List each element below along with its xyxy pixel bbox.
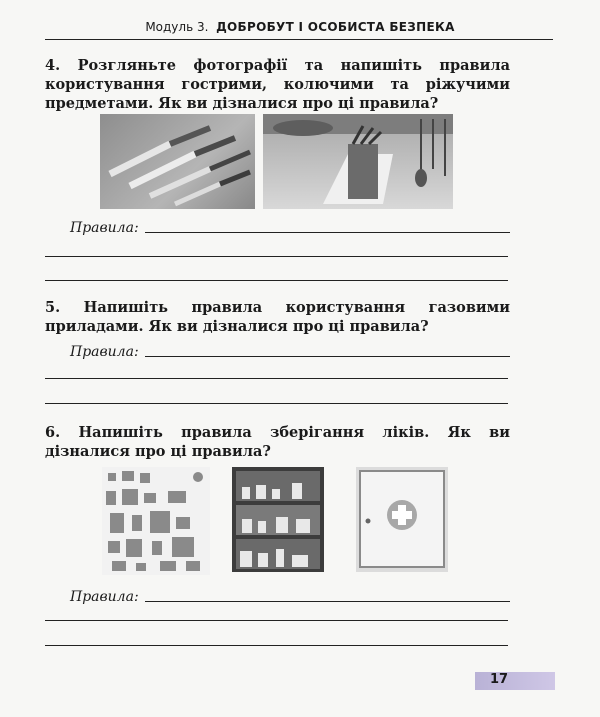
question-6	[45, 423, 510, 461]
medicine-shelves-photo	[232, 467, 324, 572]
module-title: ДОБРОБУТ І ОСОБИСТА БЕЗПЕКА	[216, 20, 455, 34]
module-label: Модуль 3.	[145, 20, 209, 34]
question-5-text: Напишіть правила користування газовими приладами. Як ви дізналися про ці правила?	[45, 299, 510, 335]
running-header	[0, 20, 600, 34]
answer-line[interactable]	[45, 378, 508, 379]
question-5-number: 5.	[45, 299, 61, 316]
question-4	[45, 56, 510, 113]
header-rule	[45, 39, 553, 40]
question-6-text: Напишіть правила зберігання ліків. Як ви дізналися про ці правила?	[45, 424, 510, 460]
answer-label-q4: Правила:	[70, 220, 139, 236]
page-number: 17	[490, 672, 509, 687]
answer-row-q4[interactable]	[70, 218, 510, 236]
page-number-tab	[475, 672, 555, 690]
medicines-photo	[102, 467, 210, 575]
answer-label-q5: Правила:	[70, 344, 139, 360]
answer-line[interactable]	[45, 620, 508, 621]
answer-line	[145, 356, 510, 357]
answer-row-q5[interactable]	[70, 342, 510, 360]
answer-label-q6: Правила:	[70, 589, 139, 605]
answer-line	[145, 601, 510, 602]
question-5	[45, 298, 510, 336]
answer-line[interactable]	[45, 280, 508, 281]
answer-line	[145, 232, 510, 233]
kitchen-tools-photo	[263, 114, 453, 209]
knives-photo	[100, 114, 255, 209]
first-aid-cabinet-photo	[356, 467, 448, 572]
answer-row-q6[interactable]	[70, 587, 510, 605]
question-4-text: Розгляньте фотографії та напишіть правила користування гострими, колючими та ріжучими предметами. Як ви дізналися про ці правила?	[45, 57, 510, 112]
question-4-number: 4.	[45, 57, 61, 74]
answer-line[interactable]	[45, 645, 508, 646]
question-6-number: 6.	[45, 424, 61, 441]
answer-line[interactable]	[45, 403, 508, 404]
answer-line[interactable]	[45, 256, 508, 257]
